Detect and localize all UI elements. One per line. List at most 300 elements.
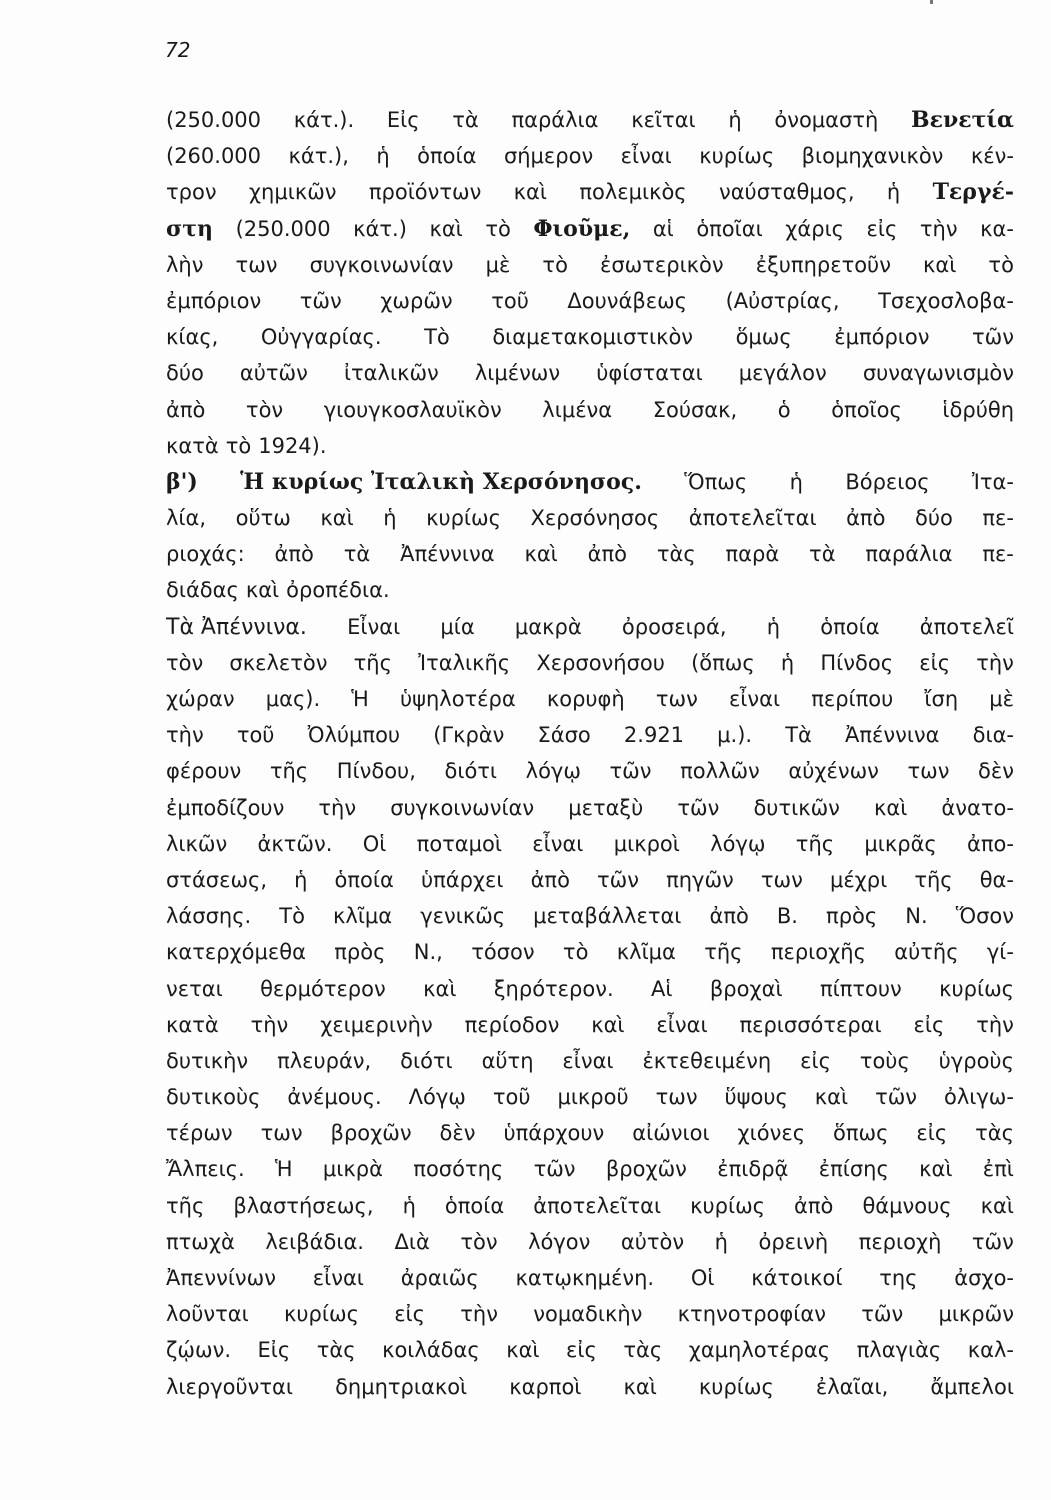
word: ἡ <box>886 180 901 205</box>
word: τὰ <box>809 542 836 567</box>
word: τὰς <box>975 1121 1014 1146</box>
word: μία <box>440 614 475 639</box>
word: διάδας <box>166 578 239 603</box>
word: δὲν <box>978 759 1014 784</box>
word: Τὰ <box>785 723 812 748</box>
word: κατὰ <box>166 433 219 458</box>
word: τὴν <box>460 1302 498 1327</box>
text-line <box>166 971 1014 1007</box>
word: νεται <box>166 976 223 1001</box>
word: θα- <box>979 867 1014 892</box>
word: τῶν <box>971 1229 1014 1254</box>
text-line <box>166 500 1014 536</box>
word: εἰς <box>916 1121 948 1146</box>
word: τῆς <box>704 940 743 965</box>
word: ὀλιγω- <box>944 1085 1014 1110</box>
word: ὑφίσταται <box>596 361 703 386</box>
word: ἀπὸ <box>709 904 749 929</box>
word: ὀροπέδια. <box>286 578 390 603</box>
word: Ἀπέννινα <box>400 542 495 567</box>
word: τῶν <box>677 795 720 820</box>
word: φέρουν <box>166 759 242 784</box>
word: δυτικὴν <box>166 1048 249 1073</box>
word: γί- <box>986 940 1014 965</box>
word: Εἰς <box>257 1338 291 1363</box>
word: κτηνοτροφίαν <box>677 1302 826 1327</box>
text-line <box>166 717 1014 753</box>
word: λοῦνται <box>166 1302 249 1327</box>
word: λειβάδια. <box>265 1229 364 1254</box>
word: των <box>655 1085 698 1110</box>
word: λόγον <box>528 1229 591 1254</box>
word: Ἰταλικῆς <box>418 650 511 675</box>
word: τὴν <box>919 216 958 241</box>
text-line <box>166 1296 1014 1332</box>
word: Εἰς <box>386 108 420 132</box>
word: καὶ <box>814 1085 849 1110</box>
word: τοὺς <box>859 1048 910 1073</box>
word: στάσεως, <box>166 867 268 892</box>
word: μικρᾶς <box>864 831 937 856</box>
text-line <box>166 392 1014 428</box>
word: ἀπο- <box>967 831 1014 856</box>
word: ἡ <box>766 614 781 639</box>
word: θερμότερον <box>260 976 386 1001</box>
word: τὸ <box>562 940 589 965</box>
text-line <box>166 790 1014 826</box>
word: τὴν <box>976 1012 1014 1037</box>
word: κα- <box>980 216 1014 241</box>
word: ὅμως <box>735 325 792 350</box>
word: βροχῶν <box>605 1157 687 1182</box>
word: Οὐγγαρίας. <box>260 325 382 350</box>
word: κυρίως <box>699 144 775 169</box>
word: καὶ <box>923 252 957 277</box>
word: Βόρειος <box>845 469 930 494</box>
word: κάτ.) <box>353 216 407 241</box>
word: μὲ <box>485 252 511 277</box>
word: ἱδρύθη <box>942 397 1014 422</box>
word: ἡ <box>383 506 397 531</box>
word: δια- <box>972 723 1014 748</box>
word: καὶ <box>524 542 558 567</box>
word: Ν., <box>413 940 443 965</box>
word: Ἀπέννινα <box>845 723 940 748</box>
word: τὸ <box>988 252 1014 277</box>
word: ἡ <box>402 1193 416 1218</box>
word: διότι <box>400 1048 453 1073</box>
word: τῶν <box>597 867 639 892</box>
word: ὀνομαστὴ <box>774 108 879 132</box>
word: των <box>760 867 803 892</box>
word: μ.). <box>717 723 753 748</box>
text-line <box>166 355 1014 391</box>
word: αὐτῶν <box>239 361 308 386</box>
word: κορυφὴ <box>546 687 625 711</box>
scan-mark <box>930 0 933 4</box>
word: πε- <box>982 542 1014 567</box>
word: τὰς <box>656 542 696 567</box>
word: μικροὶ <box>613 831 680 856</box>
word: Λόγῳ <box>408 1085 466 1110</box>
word: ἀπὸ <box>166 397 206 422</box>
word: Δουνάβεως <box>567 288 688 313</box>
text-line <box>166 898 1014 934</box>
word: πηγῶν <box>666 867 734 892</box>
word: γιουγκοσλαυϊκὸν <box>323 397 502 422</box>
word: ἀποτελεῖται <box>688 506 817 531</box>
word: νομαδικὴν <box>533 1302 643 1327</box>
word: καὶ <box>429 216 463 241</box>
word: κίας, <box>166 325 219 350</box>
word: 1924). <box>258 433 327 458</box>
text-line <box>166 1115 1014 1151</box>
word: καὶ <box>591 1012 625 1037</box>
text-line <box>166 138 1014 174</box>
text-line <box>166 862 1014 898</box>
word: κλῖμα <box>333 904 393 929</box>
word: εἶναι <box>620 144 672 169</box>
place-name: Φιοῦμε, <box>533 215 631 242</box>
word: λιμένων <box>474 361 561 386</box>
word: λὴν <box>166 252 204 277</box>
word: ἡ <box>714 1229 728 1254</box>
word: τὸ <box>225 433 252 458</box>
word: μέχρι <box>829 867 888 892</box>
word: τὴν <box>250 1012 289 1037</box>
word: τῶν <box>533 1157 576 1182</box>
word: ἐπὶ <box>982 1157 1014 1182</box>
word: καὶ <box>874 795 908 820</box>
word: (250.000 <box>166 108 262 132</box>
text-line <box>166 1224 1014 1260</box>
word: Τσεχοσλοβα- <box>878 288 1014 313</box>
word: πλευράν, <box>277 1048 372 1073</box>
word: ὁποία <box>444 1193 505 1218</box>
word: πρὸς <box>334 940 386 965</box>
word: Ἰτα- <box>971 469 1014 494</box>
section-heading: Ἡ κυρίως Ἰταλικὴ Χερσόνησος. <box>240 468 642 495</box>
word: αὐτὸν <box>620 1229 685 1254</box>
text-line <box>166 102 1014 138</box>
word: Οἱ <box>362 831 387 856</box>
word: μεταξὺ <box>568 795 644 820</box>
word: εἶναι <box>728 687 781 711</box>
word: τὰ <box>452 108 479 132</box>
word: ὀρεινὴ <box>758 1229 829 1254</box>
word: λόγῳ <box>525 759 581 784</box>
word: αὐτῆς <box>894 940 959 965</box>
word: λιμένα <box>542 397 613 422</box>
word: Εἶναι <box>347 614 401 639</box>
word: κεῖται <box>631 108 696 132</box>
word: ὅπως <box>833 1121 889 1146</box>
word: τῶν <box>972 325 1014 350</box>
word: τόσον <box>471 940 535 965</box>
word: ἐμπόριον <box>166 288 262 313</box>
word: τῶν <box>299 288 342 313</box>
word: λικῶν <box>166 831 228 856</box>
text-line <box>166 283 1014 319</box>
word: κατῳκημένη. <box>515 1266 655 1290</box>
word: ἡ <box>789 469 803 494</box>
word: περισσότεραι <box>739 1012 882 1037</box>
word: τῶν <box>609 759 652 784</box>
word: ὑψηλοτέρα <box>399 687 516 711</box>
word: τὸν <box>245 397 284 422</box>
word: ποταμοὶ <box>416 831 502 856</box>
word: βιομηχανικὸν <box>801 144 944 169</box>
word: λία, <box>166 506 207 531</box>
word: κοιλάδας <box>382 1338 480 1363</box>
word: ἀπὸ <box>587 542 627 567</box>
word: ὁποία <box>417 144 477 169</box>
word: Β. <box>776 904 798 929</box>
word: καὶ <box>423 976 457 1001</box>
word: δημητριακοὶ <box>335 1374 468 1399</box>
word: Σούσακ, <box>652 397 738 422</box>
word: ριοχάς: <box>166 542 245 567</box>
word: ναύσταθμος, <box>718 180 855 205</box>
word: ἴση <box>924 687 959 711</box>
word: ἡ <box>294 867 308 892</box>
word: καλ- <box>967 1338 1014 1363</box>
word: περίοδον <box>464 1012 560 1037</box>
word: καὶ <box>506 1338 540 1363</box>
word: αὐχένων <box>788 759 879 784</box>
word: αὕτη <box>481 1048 534 1073</box>
word: προϊόντων <box>368 180 482 205</box>
word: Πίνδου, <box>336 759 416 784</box>
word: πλαγιὰς <box>856 1338 942 1363</box>
text-line <box>166 609 1014 645</box>
word: ποσότης <box>413 1157 504 1182</box>
word: μικρῶν <box>938 1302 1014 1327</box>
word: τὸ <box>485 216 511 241</box>
word: κατὰ <box>166 1012 219 1037</box>
text-line <box>166 1332 1014 1368</box>
word: ἐκτεθειμένη <box>642 1048 772 1073</box>
word: κέν- <box>970 144 1014 169</box>
word: ὑπάρχει <box>420 867 504 892</box>
text-line <box>166 174 1014 210</box>
word: βροχαὶ <box>709 976 783 1001</box>
word: ζῴων. <box>166 1338 231 1363</box>
word: Χερσόνησος <box>530 506 660 531</box>
text-line <box>166 826 1014 862</box>
word: μακρὰ <box>514 614 582 639</box>
text-line <box>166 319 1014 355</box>
word: τρον <box>166 180 217 205</box>
word: τῆς <box>269 759 309 784</box>
word: τὸν <box>166 650 204 675</box>
word: ἡ <box>780 650 795 675</box>
word: (Γκρὰν <box>433 723 505 748</box>
word: μικρὰ <box>322 1157 383 1182</box>
word: παράλια <box>511 108 599 132</box>
word: τέρων <box>166 1121 233 1146</box>
word: Ἡ <box>351 687 369 711</box>
word: εἶναι <box>532 831 584 856</box>
text-line <box>166 681 1014 717</box>
word: (250.000 <box>235 216 331 241</box>
word: καὶ <box>980 1193 1014 1218</box>
text-line <box>166 1043 1014 1079</box>
word: Σάσο <box>537 723 591 748</box>
word: περιοχὴ <box>858 1229 942 1254</box>
text-line <box>166 1151 1014 1187</box>
word: τὴν <box>976 650 1014 675</box>
word: κυρίως <box>698 1374 774 1399</box>
word: πρὸς <box>826 904 878 929</box>
word: χημικῶν <box>248 180 337 205</box>
word: ὁποῖος <box>831 397 902 422</box>
word: βροχῶν <box>330 1121 412 1146</box>
place-name: στη <box>166 215 214 242</box>
word: τοῦ <box>236 723 275 748</box>
word: Χερσονήσου <box>536 650 665 675</box>
word: ἀποτελεῖται <box>533 1193 662 1218</box>
word: ἐσωτερικὸν <box>600 252 724 277</box>
word: (260.000 <box>166 144 262 169</box>
word: ὁποία <box>820 614 880 639</box>
word: ἐμπόριον <box>834 325 930 350</box>
word: ἀκτῶν. <box>257 831 333 856</box>
place-name: Βενετία <box>910 107 1014 133</box>
word: καὶ <box>919 1157 953 1182</box>
word: τὴν <box>318 795 357 820</box>
word: ἀσχο- <box>954 1266 1014 1290</box>
word: κάτοικοί <box>751 1266 843 1290</box>
word: διότι <box>444 759 498 784</box>
word: χώραν <box>166 687 235 711</box>
word: τὸν <box>460 1229 498 1254</box>
word: σήμερον <box>503 144 594 169</box>
word: πολλῶν <box>680 759 760 784</box>
word: περίπου <box>811 687 894 711</box>
word: μὲ <box>989 687 1014 711</box>
word: περιοχῆς <box>770 940 866 965</box>
word: ὕψους <box>724 1085 788 1110</box>
subsection-heading: Τὰ Ἀπέννινα. <box>166 614 307 640</box>
body-text <box>166 102 1014 1405</box>
word: Ὅσον <box>955 904 1014 929</box>
word: τὰς <box>316 1338 356 1363</box>
text-line <box>166 1188 1014 1224</box>
word: Τὸ <box>279 904 305 929</box>
text-line <box>166 211 1014 247</box>
text-line <box>166 1007 1014 1043</box>
word: τῆς <box>353 650 392 675</box>
word: σκελετὸν <box>229 650 328 675</box>
word: κυρίως <box>939 976 1014 1001</box>
word: λιεργοῦνται <box>166 1374 293 1399</box>
word: των <box>655 687 698 711</box>
word: χάρις <box>785 216 844 241</box>
word: μεταβάλλεται <box>533 904 682 929</box>
word: δὲν <box>439 1121 476 1146</box>
word: κλῖμα <box>616 940 676 965</box>
word: ἐπίσης <box>818 1157 889 1182</box>
word: Πίνδος <box>820 650 894 675</box>
word: τῆς <box>914 867 953 892</box>
word: πε- <box>982 506 1014 531</box>
word: χειμερινὴν <box>320 1012 433 1037</box>
word: πτωχὰ <box>166 1229 235 1254</box>
word: τῶν <box>861 1302 904 1327</box>
word: δύο <box>914 506 953 531</box>
word: χωρῶν <box>380 288 453 313</box>
word: ἐλαῖαι, <box>815 1374 889 1399</box>
word: παράλια <box>865 542 953 567</box>
word: ἄμπελοι <box>930 1374 1014 1399</box>
word: (ὅπως <box>691 650 755 675</box>
word: δύο <box>166 361 204 386</box>
word: ἀποτελεῖ <box>919 614 1014 639</box>
word: εἰς <box>919 650 951 675</box>
text-line <box>166 1079 1014 1115</box>
word: τοῦ <box>491 288 529 313</box>
page-number: 72 <box>165 38 191 62</box>
word: Διὰ <box>394 1229 430 1254</box>
word: χαμηλοτέρας <box>688 1338 831 1363</box>
word: καὶ <box>623 1374 657 1399</box>
word: καὶ <box>513 180 547 205</box>
word: δυτικῶν <box>753 795 840 820</box>
word: ἀνέμους. <box>287 1085 382 1110</box>
text-line <box>166 247 1014 283</box>
word: κατερχόμεθα <box>166 940 306 965</box>
word: κάτ.). <box>293 108 355 132</box>
text-line <box>166 464 1014 500</box>
word: ξηρότερον. <box>493 976 614 1001</box>
word: τῆς <box>795 831 835 856</box>
word: τὰς <box>623 1338 663 1363</box>
word: συγκοινωνίαν <box>390 795 535 820</box>
word: Τὸ <box>424 325 450 350</box>
word: πολεμικὸς <box>579 180 687 205</box>
word: εἰς <box>800 1048 831 1073</box>
section-heading: β') <box>166 468 198 495</box>
word: Ὅπως <box>684 469 748 494</box>
word: Ν. <box>905 904 928 929</box>
word: καὶ <box>320 506 354 531</box>
text-line <box>166 1260 1014 1296</box>
word: των <box>907 759 950 784</box>
word: λάσσης. <box>166 904 252 929</box>
word: Ὀλύμπου <box>307 723 401 748</box>
word: λόγῳ <box>710 831 766 856</box>
word: ἡ <box>728 108 742 132</box>
text-line <box>166 1369 1014 1405</box>
word: δυτικοὺς <box>166 1085 261 1110</box>
word: κάτ.), <box>288 144 349 169</box>
word: τὰ <box>343 542 371 567</box>
word: θάμνους <box>862 1193 952 1218</box>
text-line <box>166 645 1014 681</box>
word: 2.921 <box>623 723 685 748</box>
word: Ἀπεννίνων <box>166 1266 276 1290</box>
word: διαμετακομιστικὸν <box>492 325 694 350</box>
word: ἐπιδρᾷ <box>717 1157 789 1182</box>
word: των <box>260 1121 303 1146</box>
word: εἰς <box>566 1338 597 1363</box>
word: ἰταλικῶν <box>343 361 439 386</box>
word: τῆς <box>166 1193 205 1218</box>
word: τὴν <box>166 723 204 748</box>
word: εἰς <box>394 1302 425 1327</box>
word: συναγωνισμὸν <box>862 361 1014 386</box>
